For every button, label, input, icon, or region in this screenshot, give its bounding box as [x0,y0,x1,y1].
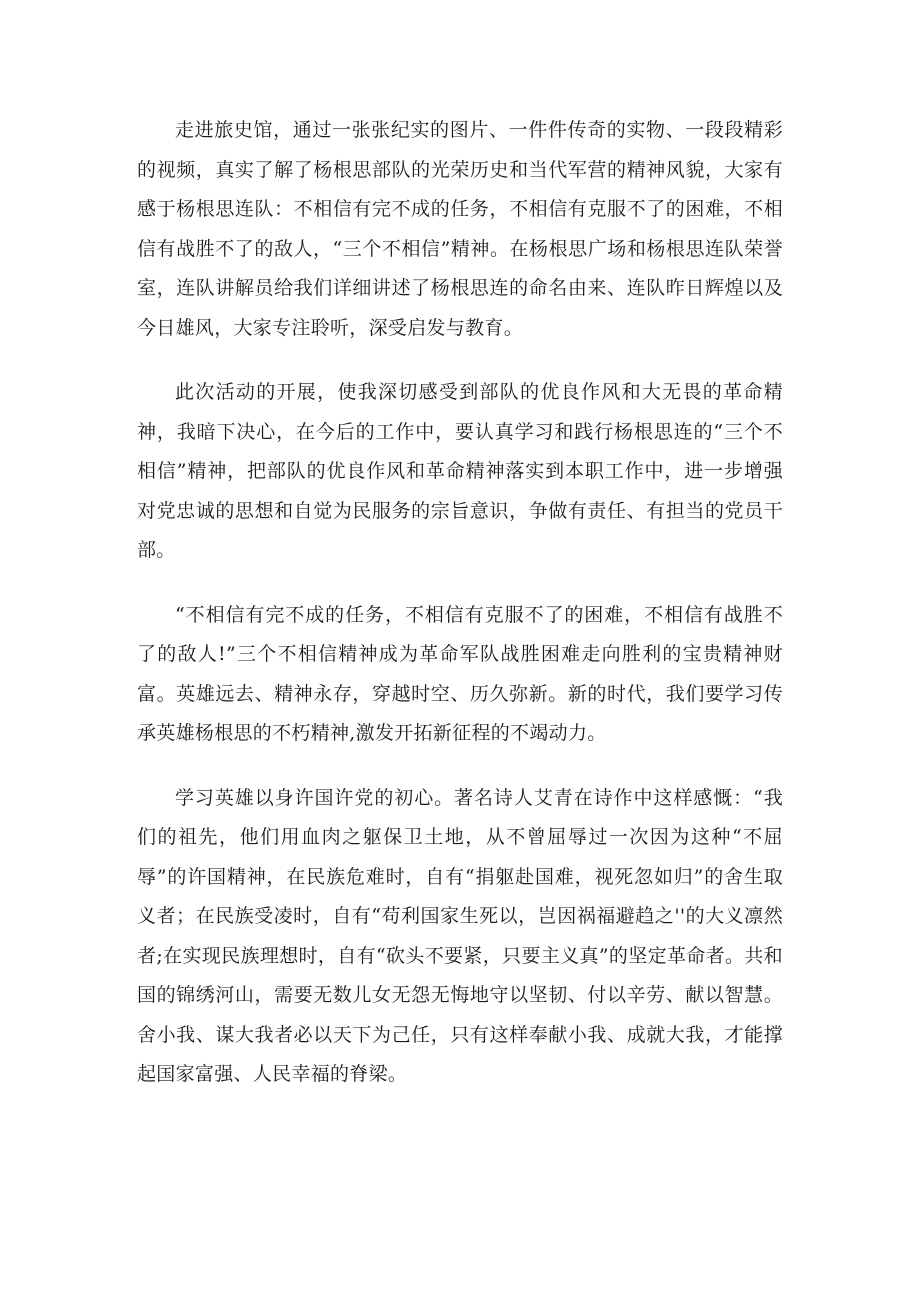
paragraph-3: “不相信有完不成的任务，不相信有克服不了的困难，不相信有战胜不了的敌人!”三个不相信精神成为革命军队战胜困难走向胜利的宝贵精神财富。英雄远去、精神永存，穿越时空、历久弥新。新的时代，我们要学习传承英雄杨根思的不朽精神,激发开拓新征程的不竭动力。 [137,603,783,744]
paragraph-2: 此次活动的开展，使我深切感受到部队的优良作风和大无畏的革命精神，我暗下决心，在今后的工作中，要认真学习和践行杨根思连的“三个不相信”精神，把部队的优良作风和革命精神落实到本职工作中，进一步增强对党忠诚的思想和自觉为民服务的宗旨意识，争做有责任、有担当的党员干部。 [137,381,783,561]
paragraph-4: 学习英雄以身许国许党的初心。著名诗人艾青在诗作中这样感慨：“我们的祖先，他们用血肉之躯保卫土地，从不曾屈辱过一次因为这种“不屈辱”的许国精神，在民族危难时，自有“捐躯赴国难，视死忽如归”的舍生取义者；在民族受凌时，自有“苟利国家生死以，岂因祸福避趋之''的大义凛然者;在实现民族理想时，自有“砍头不要紧，只要主义真”的坚定革命者。共和国的锦绣河山，需要无数儿女无怨无悔地守以坚韧、付以辛劳、献以智慧。舍小我、谋大我者必以天下为己任，只有这样奉献小我、成就大我，才能撑起国家富强、人民幸福的脊梁。 [137,786,783,1085]
document-body [137,111,783,1120]
paragraph-1: 走进旅史馆，通过一张张纪实的图片、一件件传奇的实物、一段段精彩的视频，真实了解了杨根思部队的光荣历史和当代军营的精神风貌，大家有感于杨根思连队：不相信有完不成的任务，不相信有克服不了的困难，不相信有战胜不了的敌人，“三个不相信”精神。在杨根思广场和杨根思连队荣誉室，连队讲解员给我们详细讲述了杨根思连的命名由来、连队昨日辉煌以及今日雄风，大家专注聆听，深受启发与教育。 [137,119,783,339]
